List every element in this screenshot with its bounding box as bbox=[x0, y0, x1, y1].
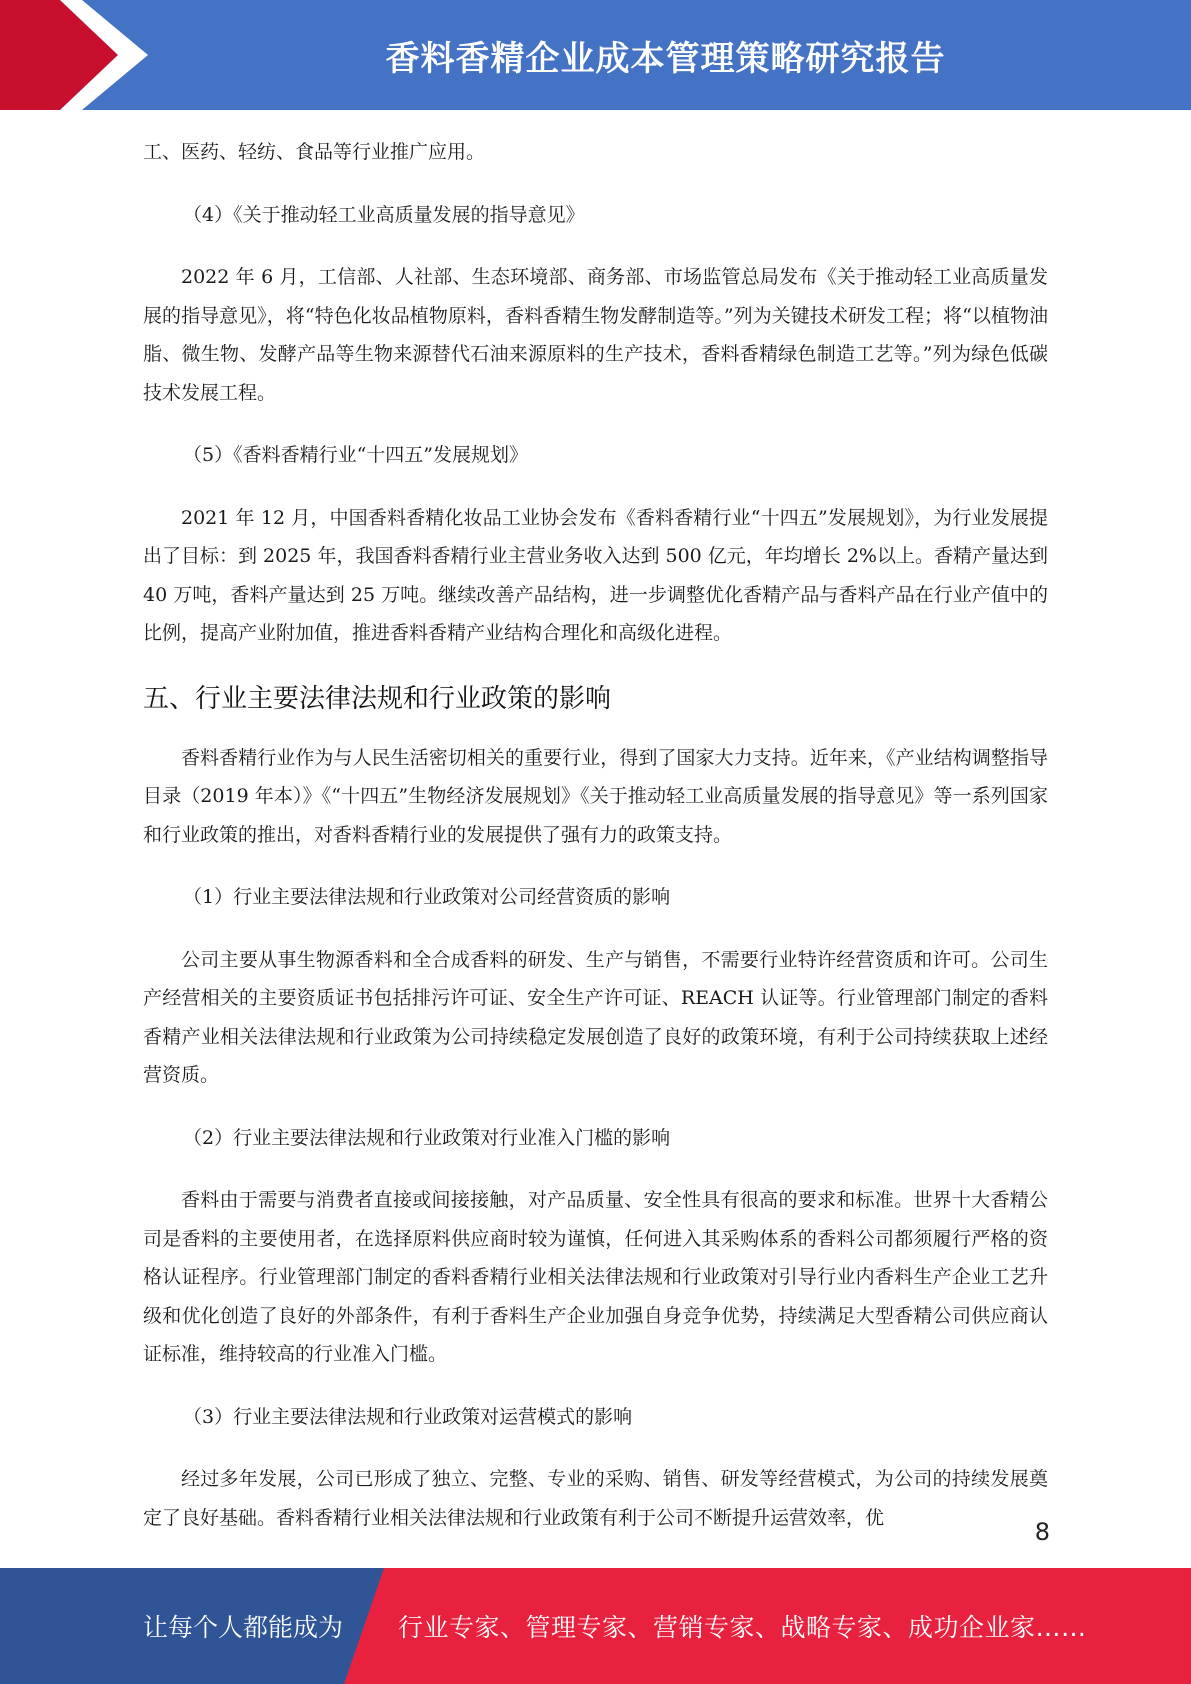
paragraph: 香料由于需要与消费者直接或间接接触，对产品质量、安全性具有很高的要求和标准。世界十大香精公司是香料的主要使用者，在选择原料供应商时较为谨慎，任何进入其采购体系的香料公司都须履行严格的资格认证程序。行业管理部门制定的香料香精行业相关法律法规和行业政策对引导行业内香料生产企业工艺升级和优化创造了良好的外部条件，有利于香料生产企业加强自身竞争优势，持续满足大型香精公司供应商认证标准，维持较高的行业准入门槛。 bbox=[143, 1189, 1048, 1365]
subsection-title: （2）行业主要法律法规和行业政策对行业准入门槛的影响 bbox=[183, 1126, 671, 1149]
subsection-title: （3）行业主要法律法规和行业政策对运营模式的影响 bbox=[183, 1405, 633, 1428]
page-header bbox=[0, 0, 1191, 110]
footer-slogan-right: 行业专家、管理专家、营销专家、战略专家、成功企业家…… bbox=[398, 1613, 1087, 1642]
paragraph: 工、医药、轻纺、食品等行业推广应用。 bbox=[143, 141, 486, 163]
page-footer bbox=[0, 1568, 1191, 1684]
page-number: 8 bbox=[1034, 1518, 1050, 1546]
section-heading: 五、行业主要法律法规和行业政策的影响 bbox=[143, 683, 612, 714]
paragraph: 2021 年 12 月，中国香料香精化妆品工业协会发布《香料香精行业“十四五”发展规划》，为行业发展提出了目标：到 2025 年，我国香料香精行业主营业务收入达到 500 亿元，年均增长 2%以上。香精产量达到 40 万吨，香料产量达到 25 万吨。继续改善产品结构，进一步调整优化香精产品与香料产品在行业产值中的比例，提高产业附加值，推进香料香精产业结构合理化和高级化进程。 bbox=[143, 506, 1048, 644]
document-title: 香料香精企业成本管理策略研究报告 bbox=[385, 38, 946, 79]
paragraph: 经过多年发展，公司已形成了独立、完整、专业的采购、销售、研发等经营模式，为公司的持续发展奠定了良好基础。香料香精行业相关法律法规和行业政策有利于公司不断提升运营效率，优 bbox=[143, 1468, 1048, 1529]
document-body bbox=[143, 133, 1048, 1537]
paragraph: 香料香精行业作为与人民生活密切相关的重要行业，得到了国家大力支持。近年来，《产业结构调整指导目录（2019 年本）》《“十四五”生物经济发展规划》《关于推动轻工业高质量发展的指导意见》等一系列国家和行业政策的推出，对香料香精行业的发展提供了强有力的政策支持。 bbox=[143, 746, 1048, 846]
subsection-title: （1）行业主要法律法规和行业政策对公司经营资质的影响 bbox=[183, 886, 671, 908]
subsection-title: （5）《香料香精行业“十四五”发展规划》 bbox=[183, 444, 529, 466]
subsection-title: （4）《关于推动轻工业高质量发展的指导意见》 bbox=[183, 203, 585, 226]
paragraph: 公司主要从事生物源香料和全合成香料的研发、生产与销售，不需要行业特许经营资质和许可。公司生产经营相关的主要资质证书包括排污许可证、安全生产许可证、REACH 认证等。行业管理部门制定的香料香精产业相关法律法规和行业政策为公司持续稳定发展创造了良好的政策环境，有利于公司持续获取上述经营资质。 bbox=[143, 948, 1048, 1086]
footer-slogan-left: 让每个人都能成为 bbox=[143, 1613, 344, 1642]
paragraph: 2022 年 6 月，工信部、人社部、生态环境部、商务部、市场监管总局发布《关于推动轻工业高质量发展的指导意见》，将“特色化妆品植物原料，香料香精生物发酵制造等。”列为关键技术研发工程；将“以植物油脂、微生物、发酵产品等生物来源替代石油来源原料的生产技术，香料香精绿色制造工艺等。”列为绿色低碳技术发展工程。 bbox=[143, 266, 1048, 404]
